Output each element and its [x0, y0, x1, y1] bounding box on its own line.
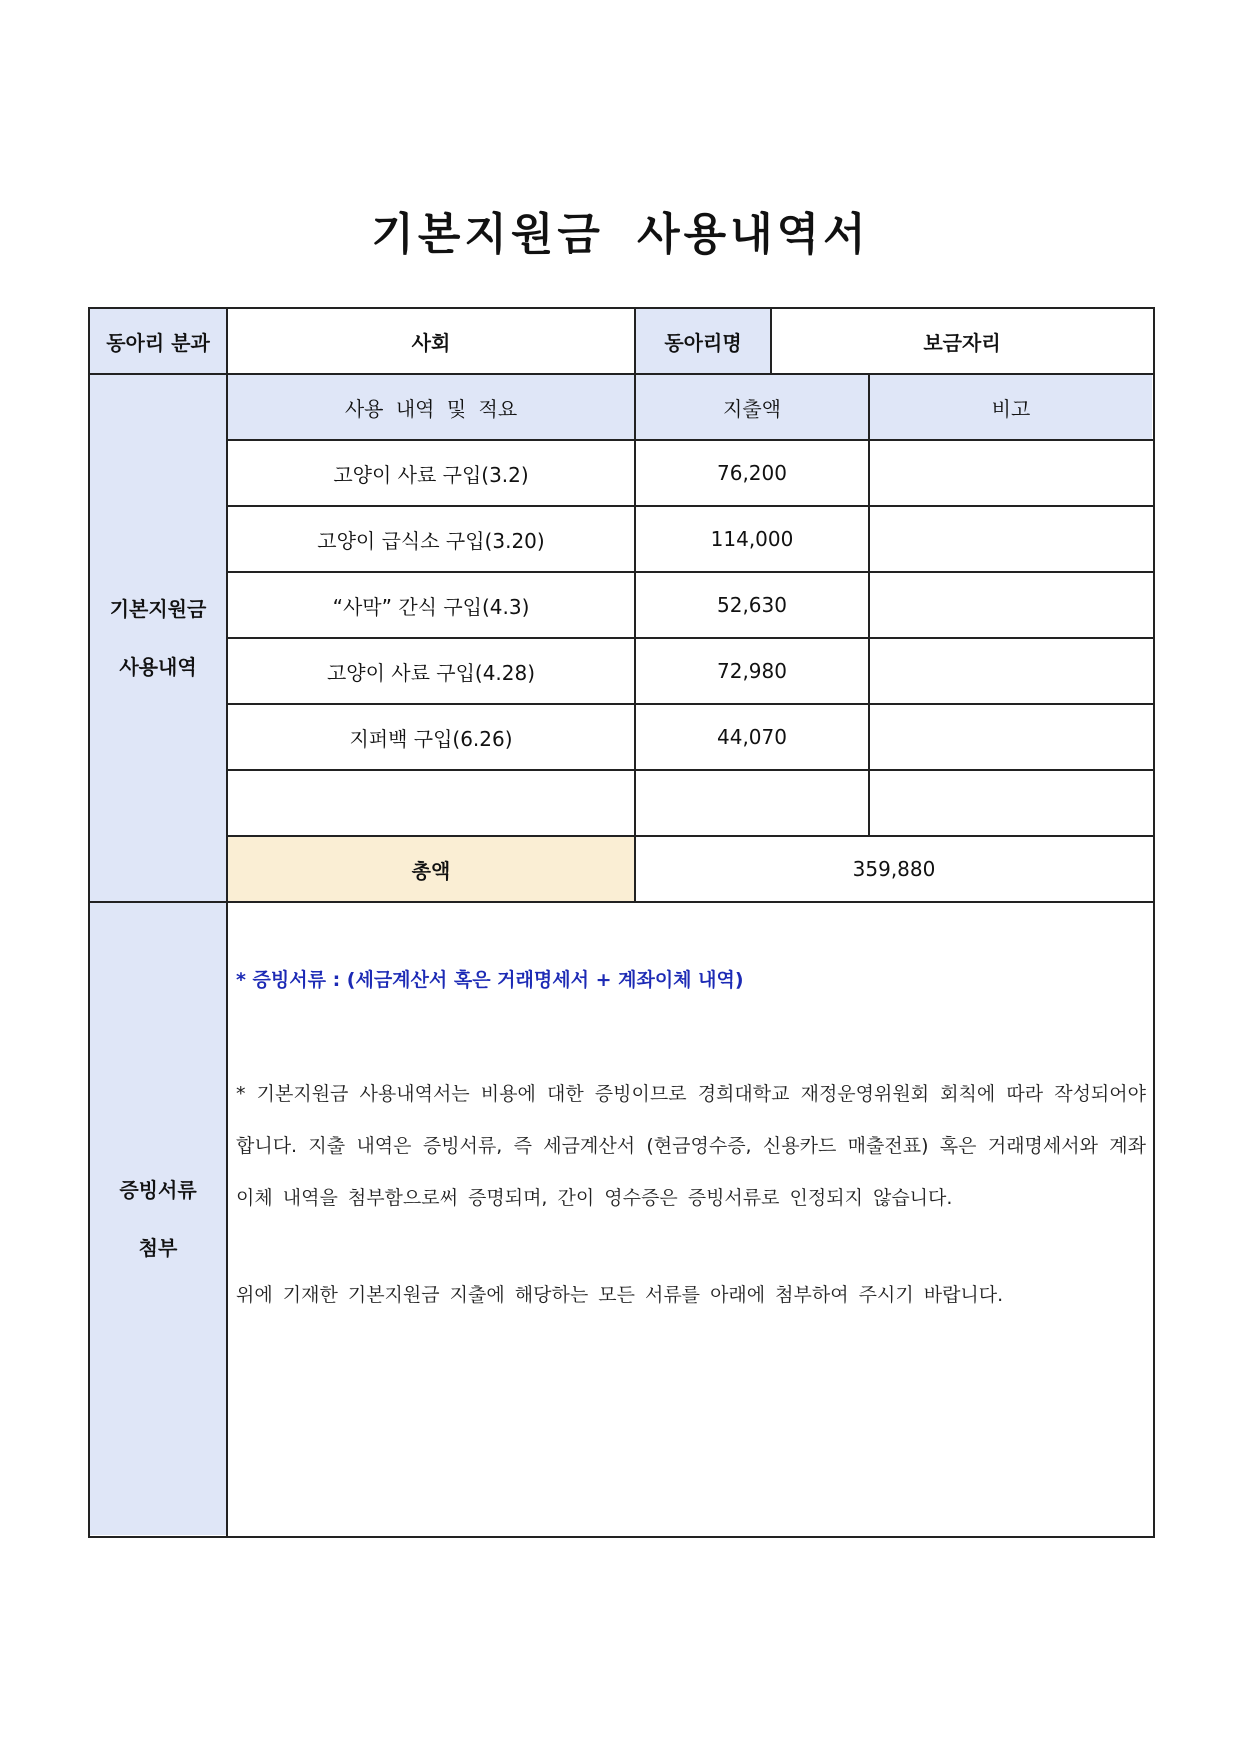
- grid-line: [88, 901, 1155, 903]
- form-table: [88, 307, 1155, 1538]
- grid-line: [226, 307, 228, 1538]
- row-amount: 76,200: [717, 461, 787, 485]
- column-header-desc: 사용 내역 및 적요: [228, 375, 634, 439]
- column-header-note: 비고: [870, 375, 1152, 439]
- grid-line: [226, 439, 1155, 441]
- column-header-amount: 지출액: [636, 375, 868, 439]
- grid-line: [770, 307, 772, 375]
- usage-label-line2: 사용내역: [119, 655, 197, 679]
- total-value: 359,880: [852, 857, 936, 881]
- grid-line: [88, 373, 1155, 375]
- row-amount: 52,630: [717, 593, 787, 617]
- grid-line: [226, 703, 1155, 705]
- attachment-label-line1: 증빙서류: [119, 1178, 197, 1202]
- row-amount: 114,000: [710, 527, 794, 551]
- grid-line: [226, 637, 1155, 639]
- row-desc: 고양이 급식소 구입(3.20): [317, 528, 545, 553]
- row-amount: 72,980: [717, 659, 787, 683]
- grid-line: [226, 835, 1155, 837]
- row-desc: 지퍼백 구입(6.26): [349, 726, 513, 751]
- category-label: 동아리 분과: [90, 309, 226, 373]
- row-desc: “사막” 간식 구입(4.3): [332, 594, 530, 619]
- grid-line: [634, 307, 636, 903]
- attach-note: 위에 기재한 기본지원금 지출에 해당하는 모든 서류를 아래에 첨부하여 주시기 바랍니다.: [236, 1284, 1004, 1306]
- evidence-requirement: * 증빙서류 : (세금계산서 혹은 거래명세서 + 계좌이체 내역): [236, 969, 744, 991]
- grid-line: [226, 769, 1155, 771]
- row-desc: 고양이 사료 구입(3.2): [333, 462, 529, 487]
- instruction-paragraph: * 기본지원금 사용내역서는 비용에 대한 증빙이므로 경희대학교 재정운영위원회 회칙에 따라 작성되어야 합니다. 지출 내역은 증빙서류, 즉 세금계산서 (현금영수증, 신용카드 매출전표) 혹은 거래명세서와 계좌이체 내역을 첨부함으로써 증명되며, 간이 영수증은 증빙서류로 인정되지 않습니다.: [236, 1083, 1146, 1209]
- page-title: 기본지원금 사용내역서: [371, 209, 870, 260]
- total-label: 총액: [228, 837, 634, 901]
- attachment-label-line2: 첨부: [138, 1236, 178, 1260]
- grid-line: [226, 571, 1155, 573]
- row-desc: 고양이 사료 구입(4.28): [326, 660, 536, 685]
- grid-line: [226, 505, 1155, 507]
- category-value: 사회: [411, 330, 451, 355]
- club-name-label: 동아리명: [636, 309, 770, 373]
- club-name-value: 보금자리: [923, 330, 1001, 355]
- row-amount: 44,070: [717, 725, 787, 749]
- grid-line: [868, 373, 870, 837]
- usage-label-line1: 기본지원금: [109, 597, 207, 621]
